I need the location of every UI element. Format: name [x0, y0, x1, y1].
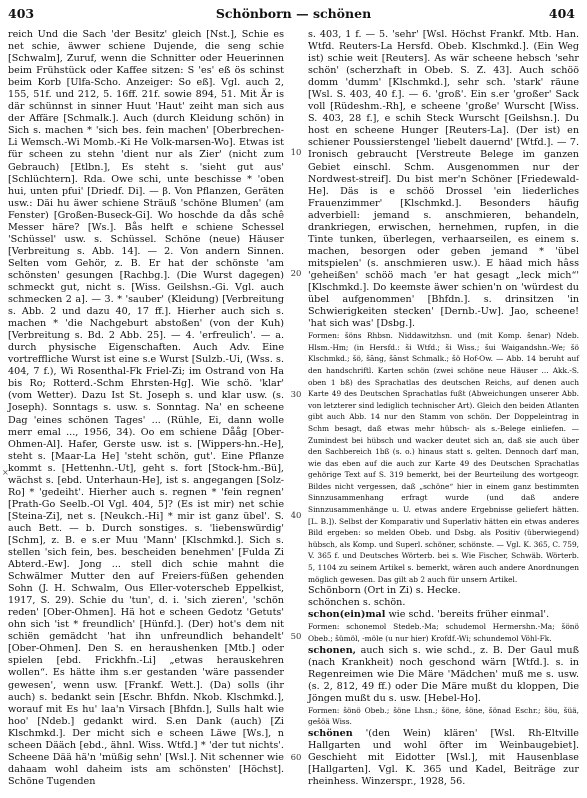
headword-schonen: schonen, [308, 644, 357, 656]
line-number: 20 [290, 269, 302, 279]
margin-mark: × [2, 468, 9, 477]
line-number: 60 [290, 753, 302, 763]
line-number: 30 [290, 390, 302, 400]
entry-schonen [308, 645, 579, 705]
entry-schoen-continuation: s. 403, 1 f. — 5. 'sehr' [Wsl. Höchst Frankf. Mtb. Han. Wtfd. Reuters-La Hersfd. Obeb. Klschmkd.]. (Ein Weg ist) schie weit [Reuters]. As wär scheene hebsch 'sehr schön' (scherzhaft in Obeb. S. Z. 43]. Auch schöö domm 'dumm' [Klschmkd.], sehr sch. 'stark' räune [Wsl. S. 403, 40 f.]. — 6. 'groß'. Ein s.er 'großer' Sack voll [Rüdeshm.-Rh], e scheene 'große' Wurscht [Wiss. S. 403, 28 f.], e schih Steck Wurscht [Geilshsn.]. Du host en scheene Hunger [Reuters-La]. (Der ist) en schiener Poussierstengel 'liebelt dauernd' [Wtfd.]. — 7. Ironisch gebraucht [Verstreute Belege im ganzen Gebiet einschl. Schm. Ausgenommen nur der Nordwest-streif]. Du bist mer'n Schöner [Friedewald-He]. Däs is e schöö Drossel 'ein liederliches Frauenzimmer' [Klschmkd.]. Besonders häufig adverbiell: jemand s. anschmieren, behandeln, drankriegen, erwischen, hernehmen, rupfen, in die Tinte tunken, überlegen, verhaarseilen, es einem s. machen, besorgen oder geben jemand * 'übel mitspielen' (s. anschmieren usw.). E häad mich hâss 'geheißen' schöö mach 'er hat gesagt „leck mich“' [Klschmkd.]. Do keemste äwer schien'n on 'würdest du übel aufgenommen' [Bhfdn.]. s. drinsitzen 'in Schwierigkeiten stecken' [Dernb.-Uw]. Jao, scheene! 'hat sich was' [Dsbg.]. [308, 29, 579, 330]
entry-schonmal-text: wie schd. 'bereits früher einmal'. [388, 609, 550, 621]
line-number: 10 [290, 148, 302, 158]
entry-schoenen [308, 728, 579, 788]
right-text-column [308, 29, 579, 788]
left-text-column [8, 29, 284, 788]
line-number: 50 [290, 632, 302, 642]
page-number-left: 403 [8, 6, 35, 21]
headword-schonmal: schon(ein)mal [308, 609, 386, 621]
entry-schonen-text: auch sich s. wie schd., z. B. Der Gaul muß (nach Krankheit) noch geschond wärn [Wtfd.]. s. in Regenreimen wie Die Märe 'Mädchen' muß me s. usw. (s. 2, 812, 49 ff.) oder Die Märe mußt du kloppen, Die Jöngen mußt du s. usw. [Hebel-Ho]. [308, 644, 579, 704]
formen-note-schonmal: Formen: schonemol Stedeb.-Ma; schudemol Hermershn.-Ma; šönö Obeb.; šümöl, -möle (u nur hier) Krofdf.-Wi; schundemol Vöhl-Fk. [308, 622, 579, 643]
headword-schoenen: schönen [308, 727, 353, 739]
entry-schoenchen: schönchen s. schön. [308, 597, 406, 609]
formen-note-schoen: Formen: šöns Rhbsn. Niddawitzhsn. und (mit Komp. šenar) Ndeb. Hlsm.-Hm; (in Hersfd.: ši Wtfd.; ši Wiss.; šui Waigandshn.-We; šö Klschmkd.; šö, šāng, šānst Schmalk.; šö Hof-Ow. — Abb. 14 beruht auf den handschriftl. Karten schön (zwei schöne neue Häuser ... Akk.-S. oben 1 bß) des Sprachatlas des deutschen Reichs, auf denen auch Karte 49 des Deutschen Sprachatlas fußt (Abweichungen unserer Abb. von letzterer sind lediglich technischer Art). Gleich den beiden Atlanten gibt auch Abb. 14 nur den Stamm von schön. Der Doppeleintrag in Schm besagt, daß etwas mehr hübsch- als s.-Belege einliefen. — Zumindest bei hübsch und wacker deutet sich an, daß sie auch über den Sachbereich 1bß (s. o.) hinaus statt s. gelten. Dennoch darf man, wie das eben auf die auch zur Karte 49 des Deutschen Sprachatlas gehörige Text auf S. 319 bemerkt, bei der Beurteilung des wortgeogr. Bildes nicht vergessen, daß „schöne“ hier in einem ganz bestimmten Sinnzusammenhang erfragt wurde (und daß andere Sinnzusammenhänge u. U. etwas andere Ergebnisse geliefert hätten. [L. B.]). Selbst der Komparativ und Superlativ hätten ein etwas anderes Bild ergeben: so melden Obeb. und Dsbg. als Positiv (überwiegend) hübsch, als Komp. und Superl. schöner, schönste. — Vgl. K. 365, C. 759, V. 365 f. und Deutsches Wörterb. bei s. Wie Fischer, Schwäb. Wörterb. 5, 1104 zu seinem Artikel s. bemerkt, wären auch andere Anordnungen möglich gewesen. Das gilt ab 2 auch für unsern Artikel. [308, 331, 579, 584]
page-running-title: Schönborn — schönen [215, 6, 372, 21]
formen-note-schonen: Formen: šönö Obeb.; šöne Lhsn.; šöne, šöne, šönad Eschr.; šöu, šüä, gešöä Wiss. [308, 705, 579, 727]
entry-schoenen-text: '(den Wein) klären' [Wsl. Rh-Eltville Hallgarten und wohl öfter im Weinbaugebiet]. Geschieht mit Eidotter [Wsl.], mit Hausenblase [Hallgarten]. Vgl. K. 365 und Kadel, Beiträge zur rheinhess. Winzerspr., 1928, 56. [308, 727, 579, 788]
left-column-text: reich Und die Sach 'der Besitz' gleich [Nst.], Schie es net schie, äwwer schiene Dujende, die seng schie [Schwalm], Zuruf, wenn die Schnitter oder Heuerinnen beim Frühstück oder Kaffee sitzen: S 'es' eß ös schinst beim Korb [Ulfa-Scho. Anzeiger: So eß]. Vgl. auch 2, 155, 51f. und 212, 5. 16ff. 21f. sowie 894, 51. Mit Är is där schünnst in sinner Huut 'Haut' zeiht man sich aus der Affäre [Schmalk.]. Auch (durch Kleidung schön) in Sich s. machen * 'sich bes. fein machen' [Oberbrechen-Li Wemsch.-Wi Momb.-Ki He Volk-marsen-Wo]. Etwas ist für scheen zu stehn 'dient nur als Zier' (nicht zum Gebrauch) [Etlbn.], Es steht s. 'sieht gut aus' [Schlüchtern]. Rda. Owe schi, unte beschisse * 'oben hui, unten pfui' [Driedf. Di]. — β. Von Pflanzen, Geräten usw.: Däi hu äwer schiene Sträuß 'schöne Blumen' (am Fenster) [Großen-Buseck-Gi]. Wo hoschde da dås schê Messer häre? [Ws.]. Bås helft e schiene Schessel 'Schüssel' usw. s. Schüssel. Schöne (neue) Häuser [Verbreitung s. Abb. 14]. — 2. Von andern Sinnen. Selten vom Gehör, z. B. Er hat der schönste 'am schönsten' gesungen [Rachbg.]. (Die Wurst dagegen) schmeckt gut, nicht s. [Wiss. Geilshsn.-Gi. Vgl. auch schmecken 2 a]. — 3. * 'sauber' (Kleidung) [Verbreitung s. Abb. 2 und dazu 40, 17 ff.]. Hierher auch sich s. machen * 'die Nachgeburt abstoßen' (von der Kuh) [Verbreitung s. Bd. 2 Abb. 25]. — 4. 'erfreulich'. — a. durch physische Eigenschaften. Auch Adv. Eine vortreffliche Wurst ist eine s.e Wurst [Sulzb.-Ui, (Wss. s. 404, 7 f.), Wi Rosenthal-Fk Friel-Zi; im Ostrand von Ha bis Ro; Rotterd.-Schm Ehrsten-Hg]. Wie schö. 'klar' (vom Wetter). Dazu Ist St. Joseph s. und klar usw. (s. Joseph). Sonntags s. usw. s. Sonntag. Na' en scheene Dag 'eines schönen Tages' ... (Rühle, Ei, dann wolle merr emal ..., 1956, 34). Oo em schiene Dååg [Ober-Ohmen-Al]. Hafer, Gerste usw. ist s. [Wippers-hn.-He], steht s. [Maar-La He] 'steht schön, gut'. Eine Pflanze kommt s. [Hettenhn.-Ut], geht s. fort [Stock-hm.-Bü], wächst s. [ebd. Unterhaun-He], ist s. angegangen [Solz-Ro] * 'gedeiht'. Hierher auch s. regnen * 'fein regnen' [Prath-Go Seelb.-Ol Vgl. 404, 5]? (Es ist mir) net schie [Steina-Zi], net s. [Neukch.-Hi] * mir ist ganz übel'. S. auch Bett. — b. Durch sonstiges. s. 'liebenswürdig' [Schm], z. B. e s.er Muu 'Mann' [Klschmkd.]. Sich s. stellen 'sich fein, bes. bescheiden benehmen' [Fulda Zi Abterd.-Ew]. Jong ... stell dich schie mahnt die Schwälmer Mutter den auf Freiers-füßen gehenden Sohn (J. H. Schwalm, Ous Eller-voterscheb Eppelkist, 1917, S. 29). Schie du 'tun', d. i. 'sich zieren', 'schön reden' [Ober-Ohmen]. Hä hot e scheen Gedotz 'Getuts' ohn sich 'ist * freundlich' [Hünfd.]. (Der) hot's dem nit schiën gemädcht 'hat ihn unfreundlich behandelt' [Ober-Ohmen]. Den S. en heraushenken [Mtb.] oder spielen [ebd. Frickhfn.-Li] „etwas herauskehren wollen“. Es hätte ihm s.er gestanden 'wäre passender gewesen', wenn usw. [Frankf. Wett.]. (Da) solls (ihr auch) s. bedankt sein [Eschr. Bhfdn. Nkob. Klschmkd.], worauf mit Es hu' laa'n Virsach [Bhfdn.], Sulls halt wie hoo' [Ndeb.] gedankt wird. S.en Dank (auch) [Zi Klschmkd.]. Der micht sich e scheen Läwe [Ws.], n scheen Dääch [ebd., ähnl. Wiss. Wtfd.] * 'der tut nichts'. Scheene Dää hä'n 'müßig sehn' [Wsl.]. Nit schenner wie dahaam wohl daheim ists am schönsten' [Höchst]. Schöne Tugenden [8, 29, 284, 787]
entry-schonmal [308, 609, 579, 621]
page-number-right: 404 [548, 6, 575, 21]
page-header [0, 6, 587, 22]
entry-schoenborn: Schönborn (Ort in Zi) s. Hecke. [308, 585, 461, 597]
line-number: 40 [290, 511, 302, 521]
